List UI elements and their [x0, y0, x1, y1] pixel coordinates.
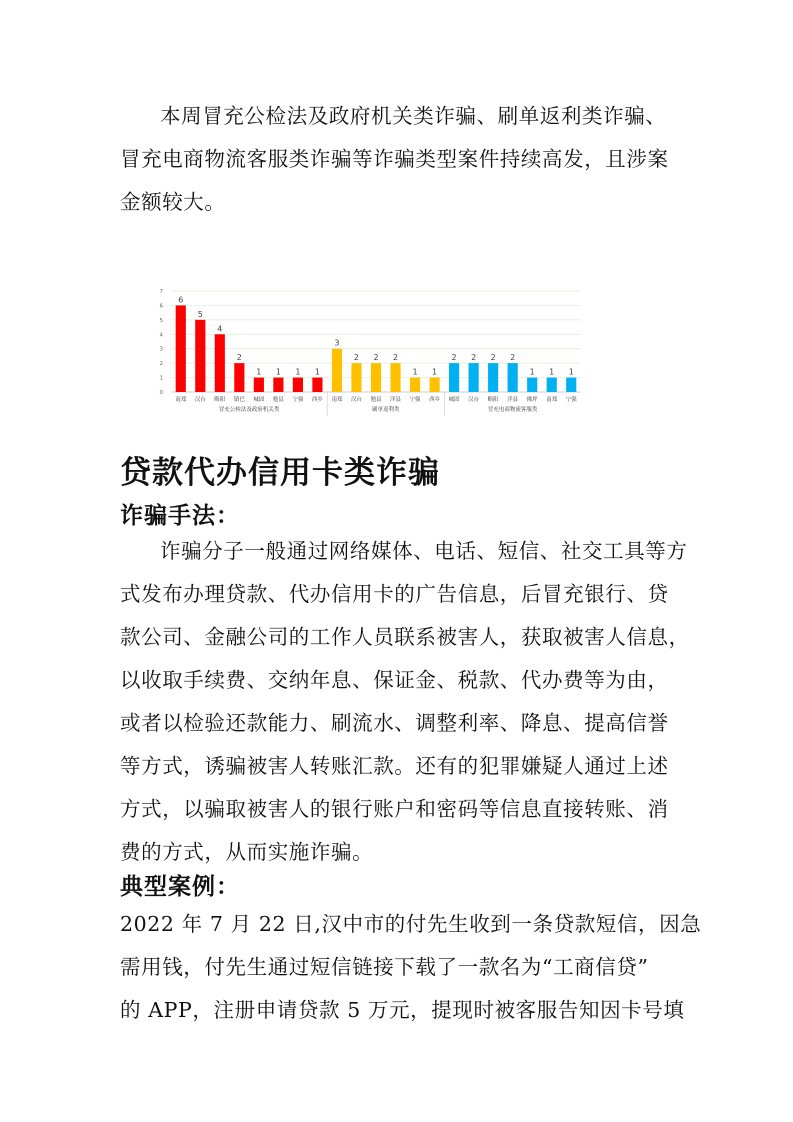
method-line: 款公司、金融公司的工作人员联系被害人，获取被害人信息，: [120, 625, 690, 649]
x-tick-label: 宁强: [292, 397, 304, 403]
data-label: 2: [471, 353, 477, 363]
intro-paragraph: [120, 95, 680, 224]
method-line: 以收取手续费、交纳年息、保证金、税款、代办费等为由，: [120, 668, 669, 692]
x-tick-label: 城固: [448, 397, 460, 403]
x-tick-label: 宁强: [409, 397, 421, 403]
data-label: 2: [353, 353, 360, 363]
method-line: 式发布办理贷款、代办信用卡的广告信息，后冒充银行、贷: [120, 582, 669, 606]
intro-line: 本周冒充公检法及政府机关类诈骗、刷单返利类诈骗、: [160, 104, 667, 128]
x-tick-label: 南郑: [175, 397, 187, 403]
case-line: 2022 年 7 月 22 日,汉中市的付先生收到一条贷款短信，因急: [120, 912, 702, 936]
data-label: 1: [568, 367, 574, 377]
case-line: 的 APP，注册申请贷款 5 万元，提现时被客服告知因卡号填: [120, 998, 685, 1022]
bar: [410, 378, 420, 392]
x-tick-label: 汉台: [468, 397, 480, 403]
x-tick-label: 西乡: [311, 397, 323, 403]
bar: [312, 378, 322, 392]
x-tick-label: 南郑: [546, 397, 558, 403]
bar: [566, 378, 576, 392]
y-tick-label: 6: [159, 303, 163, 310]
bar: [273, 378, 283, 392]
x-tick-label: 洋县: [507, 397, 519, 403]
bar: [234, 363, 244, 392]
intro-line: 冒充电商物流客服类诈骗等诈骗类型案件持续高发，且涉案: [120, 147, 669, 171]
x-tick-label: 勉县: [370, 397, 382, 403]
group-label: 冒充电商物流客服类: [487, 407, 538, 413]
bar: [390, 363, 400, 392]
y-tick-label: 1: [159, 375, 163, 382]
data-label: 1: [412, 367, 418, 377]
bar: [351, 363, 361, 392]
bar: [254, 378, 264, 392]
bar: [527, 378, 537, 392]
data-label: 2: [392, 353, 399, 363]
x-tick-label: 汉台: [350, 397, 362, 403]
bar: [429, 378, 439, 392]
x-tick-label: 镇巴: [233, 397, 245, 403]
x-tick-label: 勉县: [272, 397, 284, 403]
bar: [371, 363, 381, 392]
data-label: 1: [295, 367, 301, 377]
bar: [547, 378, 557, 392]
group-label: 冒充公检法及政府机关类: [218, 407, 280, 413]
bar: [488, 363, 498, 392]
x-tick-label: 城固: [253, 397, 265, 403]
case-paragraph: [120, 903, 702, 1032]
method-paragraph: [120, 530, 690, 874]
data-label: 2: [490, 353, 496, 363]
bar: [293, 378, 303, 392]
method-line: 等方式，诱骗被害人转账汇款。还有的犯罪嫌疑人通过上述: [120, 754, 669, 778]
data-label: 4: [217, 324, 223, 334]
section-title: 贷款代办信用卡类诈骗: [120, 455, 440, 491]
data-label: 1: [275, 367, 281, 377]
y-tick-label: 0: [159, 390, 163, 396]
y-tick-label: 7: [159, 289, 163, 295]
bar: [449, 363, 459, 392]
intro-line: 金额较大。: [120, 190, 226, 214]
chart-svg: [143, 283, 583, 418]
y-tick-label: 2: [159, 361, 163, 368]
method-line: 诈骗分子一般通过网络媒体、电话、短信、社交工具等方: [160, 539, 688, 563]
method-line: 或者以检验还款能力、刷流水、调整利率、降息、提高信誉: [120, 711, 669, 735]
fraud-cases-bar-chart: [143, 283, 583, 418]
bar: [215, 334, 225, 392]
data-label: 2: [236, 353, 242, 363]
data-label: 2: [510, 353, 516, 363]
x-tick-label: 洋县: [390, 397, 402, 403]
method-line: 方式，以骗取被害人的银行账户和密码等信息直接转账、消: [120, 797, 669, 821]
y-tick-label: 5: [159, 317, 163, 324]
bar: [195, 320, 205, 392]
data-label: 6: [178, 295, 184, 305]
y-tick-label: 4: [159, 332, 163, 339]
x-tick-label: 宁强: [565, 397, 577, 403]
data-label: 1: [529, 367, 535, 377]
bar: [176, 305, 186, 392]
data-label: 2: [373, 353, 379, 363]
group-label: 刷单返利类: [372, 407, 400, 413]
x-tick-label: 略阳: [214, 397, 226, 403]
x-tick-label: 汉台: [194, 397, 206, 403]
data-label: 1: [549, 367, 555, 377]
data-label: 1: [314, 367, 320, 377]
data-label: 1: [256, 367, 262, 377]
data-label: 3: [334, 338, 340, 348]
method-line: 费的方式，从而实施诈骗。: [120, 840, 374, 864]
bar: [508, 363, 518, 392]
data-label: 5: [197, 309, 203, 319]
x-tick-label: 佛坪: [526, 397, 538, 403]
x-tick-label: 南郑: [331, 397, 343, 403]
bar: [332, 349, 342, 392]
y-tick-label: 3: [159, 346, 163, 353]
data-label: 2: [451, 353, 457, 363]
x-tick-label: 西乡: [429, 397, 441, 403]
method-heading: 诈骗手法：: [120, 503, 240, 529]
bar: [469, 363, 479, 392]
x-tick-label: 略阳: [487, 397, 499, 403]
data-label: 1: [432, 367, 438, 377]
case-line: 需用钱，付先生通过短信链接下载了一款名为“工商信贷”: [120, 955, 649, 979]
case-heading: 典型案例：: [120, 874, 240, 900]
